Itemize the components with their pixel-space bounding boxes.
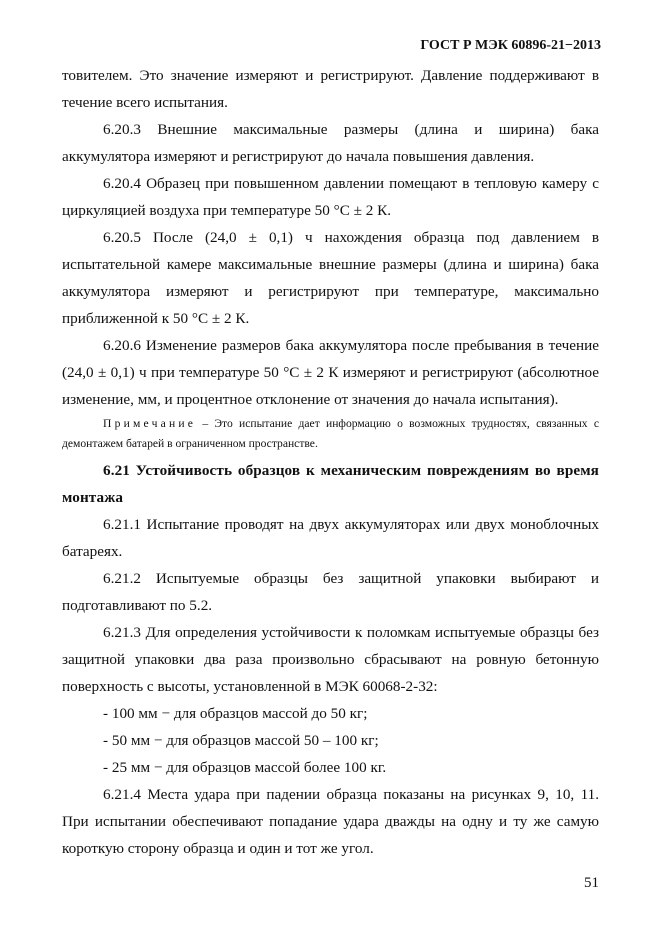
paragraph-6-21-4: 6.21.4 Места удара при падении образца показаны на рисунках 9, 10, 11. При испытании обеспечивают попадание удара дважды на одну и ту же самую короткую сторону образца и один и тот же угол. bbox=[62, 786, 599, 857]
note-text: – Это испытание дает информацию о возможных трудностях, связанных с демонтажем батарей в ограниченном пространстве. bbox=[62, 417, 599, 450]
list-item-100mm: - 100 мм − для образцов массой до 50 кг; bbox=[103, 705, 368, 722]
section-heading-6-21: 6.21 Устойчивость образцов к механическим повреждениям во время монтажа bbox=[62, 462, 599, 506]
paragraph-6-21-1: 6.21.1 Испытание проводят на двух аккумуляторах или двух моноблочных батареях. bbox=[62, 516, 599, 560]
note-label: Примечание bbox=[103, 417, 197, 430]
page-number: 51 bbox=[584, 875, 599, 891]
list-item-50mm: - 50 мм − для образцов массой 50 – 100 кг; bbox=[103, 732, 379, 749]
paragraph-6-20-6: 6.20.6 Изменение размеров бака аккумулятора после пребывания в течение (24,0 ± 0,1) ч при температуре 50 °С ± 2 К измеряют и регистрируют (абсолютное изменение, мм, и процентное отклонение от значения до начала испытания). bbox=[62, 337, 599, 408]
document-header: ГОСТ Р МЭК 60896-21−2013 bbox=[420, 38, 601, 53]
paragraph-6-20-3: 6.20.3 Внешние максимальные размеры (длина и ширина) бака аккумулятора измеряют и регистрируют до начала повышения давления. bbox=[62, 121, 599, 165]
list-item-25mm: - 25 мм − для образцов массой более 100 кг. bbox=[103, 759, 387, 776]
paragraph-6-21-3: 6.21.3 Для определения устойчивости к поломкам испытуемые образцы без защитной упаковки два раза произвольно сбрасывают на ровную бетонную поверхность с высоты, установленной в МЭК 60068-2-32: bbox=[62, 624, 599, 695]
note bbox=[62, 414, 599, 453]
paragraph-6-20-5: 6.20.5 После (24,0 ± 0,1) ч нахождения образца под давлением в испытательной камере максимальные внешние размеры (длина и ширина) бака аккумулятора измеряют и регистрируют при температуре, максимально приближенной к 50 °С ± 2 К. bbox=[62, 229, 599, 327]
paragraph-6-21-2: 6.21.2 Испытуемые образцы без защитной упаковки выбирают и подготавливают по 5.2. bbox=[62, 570, 599, 614]
paragraph-continuation: товителем. Это значение измеряют и регистрируют. Давление поддерживают в течение всего испытания. bbox=[62, 67, 599, 111]
paragraph-6-20-4: 6.20.4 Образец при повышенном давлении помещают в тепловую камеру с циркуляцией воздуха при температуре 50 °С ± 2 К. bbox=[62, 175, 599, 219]
page-body bbox=[62, 62, 599, 862]
